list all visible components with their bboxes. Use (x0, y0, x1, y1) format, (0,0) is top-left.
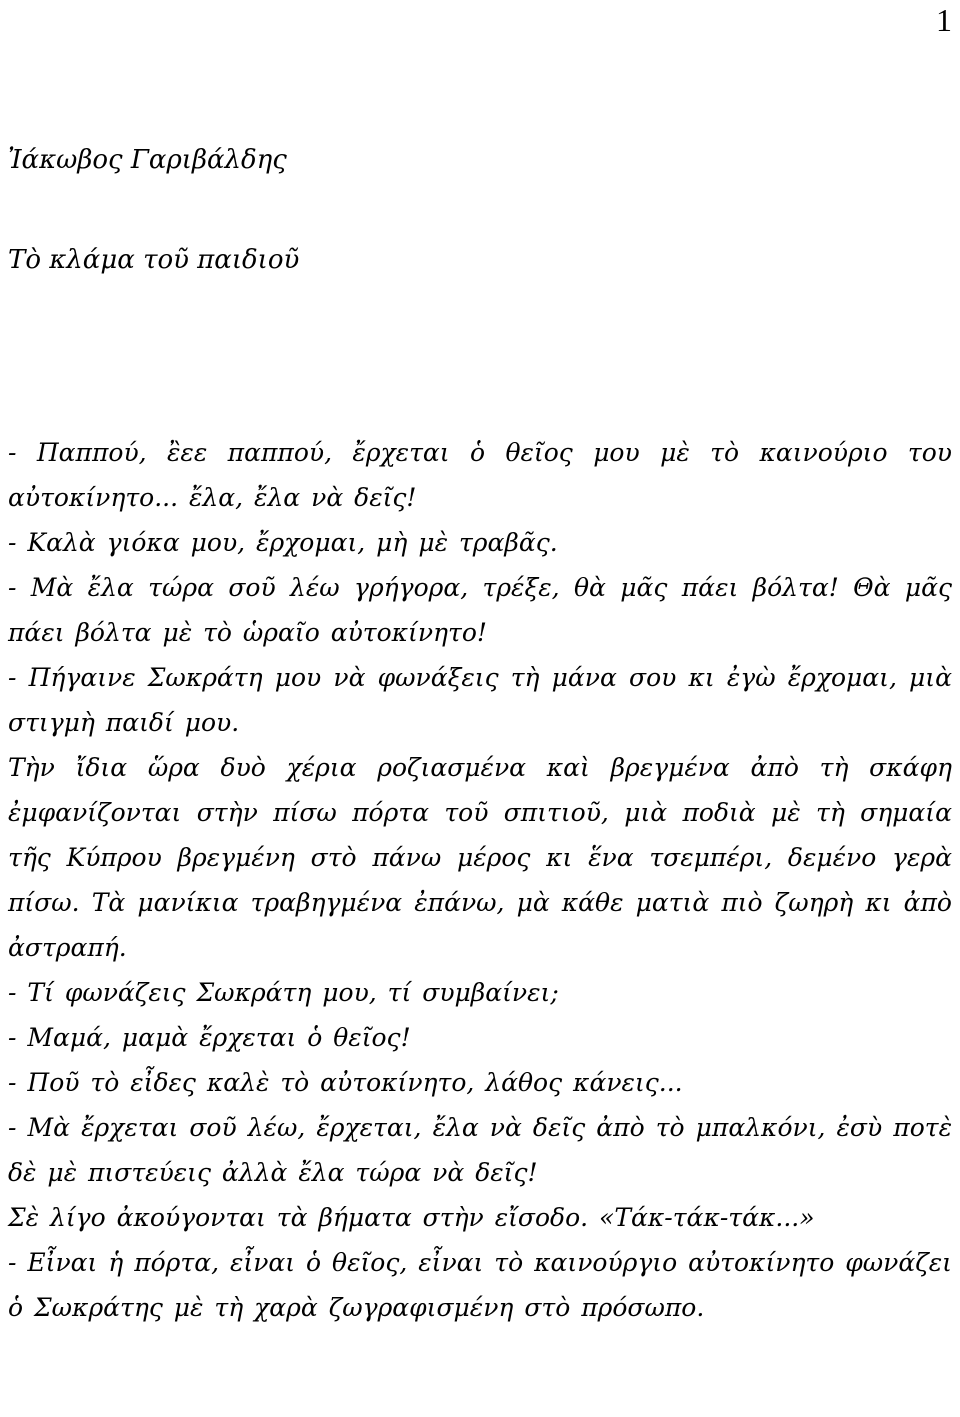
paragraph: - Παππού, ἒεε παππού, ἔρχεται ὁ θεῖος μου μὲ τὸ καινούριο του αὐτοκίνητο... ἔλα, ἔλα νὰ δεῖς! (8, 438, 952, 512)
story-title: Τὸ κλάμα τοῦ παιδιοῦ (8, 245, 300, 275)
paragraph: - Μὰ ἔλα τώρα σοῦ λέω γρήγορα, τρέξε, θὰ μᾶς πάει βόλτα! Θὰ μᾶς πάει βόλτα μὲ τὸ ὡραῖο αὐτοκίνητο! (8, 573, 952, 647)
story-body (8, 430, 952, 1330)
paragraph: - Εἶναι ἡ πόρτα, εἶναι ὁ θεῖος, εἶναι τὸ καινούργιο αὐτοκίνητο φωνάζει ὁ Σωκράτης μὲ τὴ χαρὰ ζωγραφισμένη στὸ πρόσωπο. (8, 1248, 952, 1322)
paragraph: - Καλὰ γιόκα μου, ἔρχομαι, μὴ μὲ τραβᾶς. (8, 528, 558, 557)
paragraph: - Μὰ ἔρχεται σοῦ λέω, ἔρχεται, ἔλα νὰ δεῖς ἀπὸ τὸ μπαλκόνι, ἐσὺ ποτὲ δὲ μὲ πιστεύεις ἀλλὰ ἔλα τώρα νὰ δεῖς! (8, 1113, 952, 1187)
paragraph: - Πήγαινε Σωκράτη μου νὰ φωνάξεις τὴ μάνα σου κι ἐγὼ ἔρχομαι, μιὰ στιγμὴ παιδί μου. (8, 663, 952, 737)
paragraph: Τὴν ἴδια ὥρα δυὸ χέρια ροζιασμένα καὶ βρεγμένα ἀπὸ τὴ σκάφη ἐμφανίζονται στὴν πίσω πόρτα τοῦ σπιτιοῦ, μιὰ ποδιὰ μὲ τὴ σημαία τῆς Κύπρου βρεγμένη στὸ πάνω μέρος κι ἕνα τσεμπέρι, δεμένο γερὰ πίσω. Τὰ μανίκια τραβηγμένα ἐπάνω, μὰ κάθε ματιὰ πιὸ ζωηρὴ κι ἀπὸ ἀστραπή. (8, 753, 952, 962)
paragraph: - Ποῦ τὸ εἶδες καλὲ τὸ αὐτοκίνητο, λάθος κάνεις... (8, 1068, 683, 1097)
author-name: Ἰάκωβος Γαριβάλδης (8, 145, 287, 175)
page-number: 1 (936, 2, 952, 38)
paragraph: - Τί φωνάζεις Σωκράτη μου, τί συμβαίνει; (8, 978, 559, 1007)
paragraph: Σὲ λίγο ἀκούγονται τὰ βήματα στὴν εἴσοδο. «Τάκ-τάκ-τάκ...» (8, 1203, 815, 1232)
paragraph: - Μαμά, μαμὰ ἔρχεται ὁ θεῖος! (8, 1023, 411, 1052)
